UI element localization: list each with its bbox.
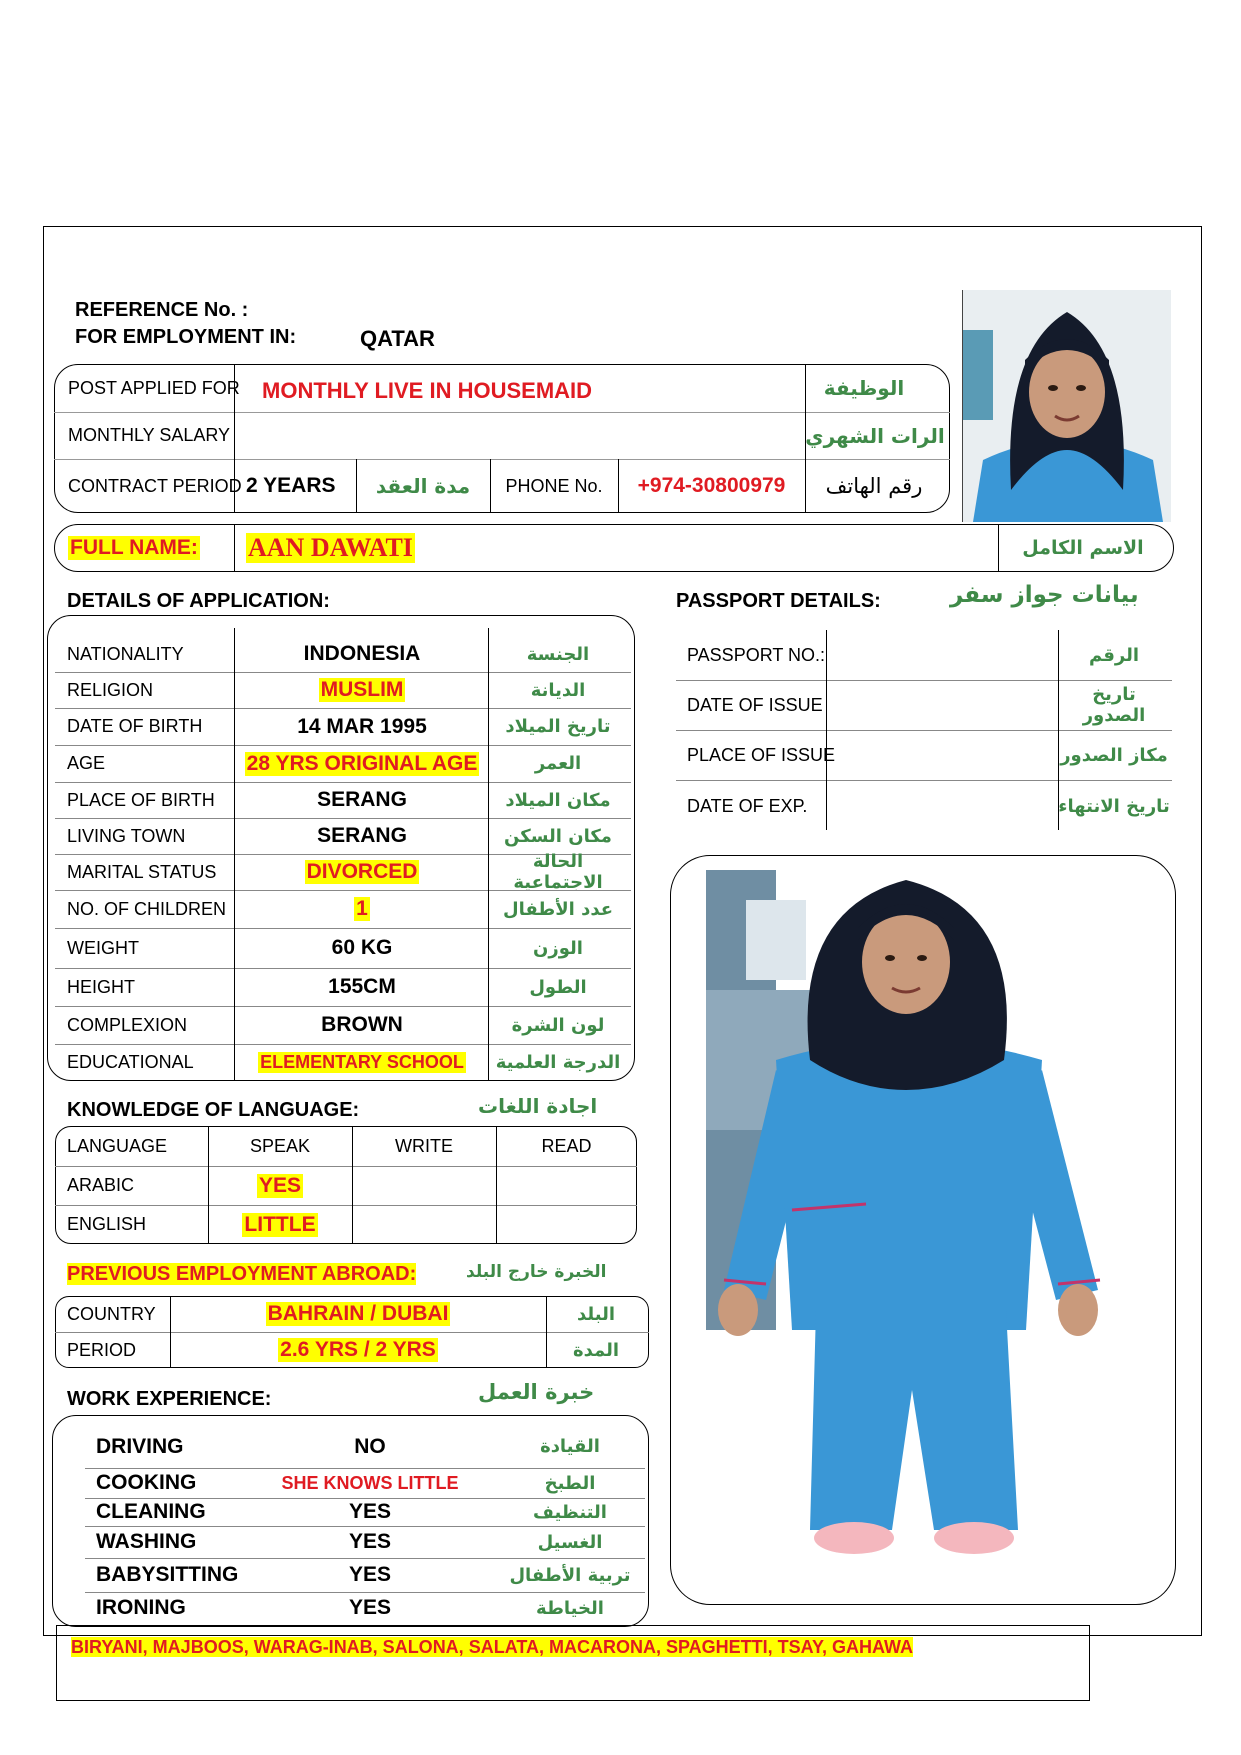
passport-title: PASSPORT DETAILS: (676, 590, 881, 612)
details-row-label: MARITAL STATUS (67, 861, 217, 882)
previous-row-arabic: البلد (576, 1303, 616, 1325)
passport-row-arabic: تاريخ الصدور (1082, 684, 1146, 726)
details-row-value: SERANG (317, 824, 407, 847)
salary-label: MONTHLY SALARY (68, 425, 231, 445)
details-row-value-wrap (236, 782, 488, 818)
passport-row-value (830, 730, 1056, 780)
language-header: READ (541, 1135, 592, 1156)
details-row-label: DATE OF BIRTH (67, 716, 203, 736)
details-row-value-wrap (236, 1044, 488, 1081)
details-row-value: BROWN (321, 1013, 403, 1036)
language-cell-wrap (208, 1166, 352, 1205)
details-row-label: WEIGHT (67, 937, 139, 958)
details-row-value-wrap (236, 672, 488, 708)
full-name-label: FULL NAME: (70, 536, 198, 559)
contract-label: CONTRACT PERIOD (68, 475, 242, 496)
language-vline (352, 1126, 353, 1244)
work-title-arabic: خبرة العمل (478, 1380, 595, 1404)
work-row-arabic: التنظيف (533, 1501, 607, 1523)
language-cell-wrap (352, 1166, 496, 1205)
phone-label: PHONE No. (505, 475, 603, 496)
dishes-text: BIRYANI, MAJBOOS, WARAG-INAB, SALONA, SALATA, MACARONA, SPAGHETTI, TSAY, GAHAWA (71, 1637, 914, 1657)
previous-row-value: BAHRAIN / DUBAI (267, 1302, 449, 1325)
headshot-illustration (963, 290, 1171, 522)
work-row-label: CLEANING (96, 1500, 206, 1523)
passport-vline-1 (826, 630, 827, 830)
details-row-value: SERANG (317, 788, 407, 811)
passport-row-arabic: مكاز الصدور (1060, 744, 1168, 766)
details-row-label: NO. OF CHILDREN (67, 898, 227, 919)
details-row-value-wrap (236, 928, 488, 968)
work-row-value: YES (348, 1596, 392, 1619)
work-row-value: NO (354, 1434, 386, 1458)
employment-country: QATAR (360, 326, 435, 351)
language-row-name: ENGLISH (67, 1214, 147, 1234)
work-row-label: BABYSITTING (96, 1563, 239, 1586)
work-row-value: YES (348, 1500, 392, 1523)
details-row-value: ELEMENTARY SCHOOL (260, 1052, 464, 1072)
language-header: LANGUAGE (67, 1135, 168, 1156)
details-row-value-wrap (236, 708, 488, 745)
previous-row-arabic: المدة (572, 1339, 620, 1361)
passport-title-arabic: بيانات جواز سفر (950, 582, 1139, 608)
full-name-arabic: الاسم الكامل (1022, 537, 1144, 559)
language-cell: YES (258, 1173, 302, 1197)
language-cell: LITTLE (244, 1212, 316, 1236)
details-row-label: LIVING TOWN (67, 825, 186, 846)
details-row-value: 28 YRS ORIGINAL AGE (246, 751, 478, 775)
contract-value: 2 YEARS (246, 474, 336, 497)
details-row-label: NATIONALITY (67, 643, 184, 664)
work-row-arabic: تربية الأطفال (509, 1564, 631, 1586)
details-row-arabic: العمر (534, 753, 582, 774)
details-row-arabic: مكان الميلاد (505, 789, 611, 811)
details-row-value-wrap (236, 745, 488, 782)
details-row-value-wrap (236, 968, 488, 1006)
passport-vline-2 (1058, 630, 1059, 830)
phone-arabic: رقم الهاتف (825, 474, 923, 498)
salary-arabic: الرات الشهري (805, 423, 945, 448)
language-title-arabic: اجادة اللغات (478, 1094, 598, 1118)
passport-row-value (830, 630, 1056, 680)
details-row-value: 14 MAR 1995 (297, 714, 427, 738)
details-row-label: COMPLEXION (67, 1014, 188, 1035)
language-row-name: ARABIC (67, 1175, 135, 1195)
name-vline-1 (234, 524, 235, 572)
details-row-label: PLACE OF BIRTH (67, 789, 215, 810)
details-row-arabic: الطول (529, 976, 587, 998)
work-row-label: WASHING (96, 1530, 197, 1553)
full-name-value-wrap (246, 524, 415, 572)
post-value: MONTHLY LIVE IN HOUSEMAID (262, 378, 593, 403)
previous-row-value: 2.6 YRS / 2 YRS (280, 1338, 436, 1361)
previous-title: PREVIOUS EMPLOYMENT ABROAD: (67, 1263, 417, 1285)
details-row-arabic: الجنسة (526, 643, 590, 665)
work-row-arabic: الغسيل (537, 1531, 603, 1553)
language-cell-wrap (496, 1205, 637, 1244)
passport-row-label: PLACE OF ISSUE (687, 744, 836, 765)
employment-label: FOR EMPLOYMENT IN: (75, 326, 297, 348)
work-row-arabic: القيادة (540, 1436, 600, 1457)
work-row-label: COOKING (96, 1471, 197, 1494)
passport-row-label: DATE OF EXP. (687, 795, 808, 816)
details-row-value-wrap (236, 818, 488, 854)
contract-arabic: مدة العقد (375, 474, 471, 498)
details-row-value: 155CM (328, 975, 396, 998)
work-row-value: YES (348, 1530, 392, 1553)
details-row-value: 60 KG (331, 936, 393, 959)
full-body-photo (706, 870, 1112, 1575)
details-row-value: 1 (356, 897, 368, 920)
language-header: SPEAK (249, 1135, 311, 1156)
details-row-arabic: الحالة الاجتماعية (513, 851, 603, 893)
work-title: WORK EXPERIENCE: (67, 1388, 272, 1410)
previous-row-value-wrap (170, 1296, 546, 1332)
reference-label: REFERENCE No. : (75, 299, 249, 321)
work-row-arabic: الطبخ (544, 1472, 596, 1494)
previous-vline-1 (170, 1296, 171, 1368)
details-vline-2 (488, 628, 489, 1081)
details-row-label: AGE (67, 753, 106, 773)
full-body-illustration (706, 870, 1112, 1575)
details-row-arabic: الوزن (533, 937, 583, 959)
language-vline (496, 1126, 497, 1244)
details-row-label: RELIGION (67, 679, 154, 700)
passport-row-label: PASSPORT NO.: (687, 644, 826, 665)
previous-title-wrap (67, 1263, 416, 1286)
previous-vline-2 (546, 1296, 547, 1368)
details-row-label: EDUCATIONAL (67, 1052, 194, 1072)
details-row-arabic: تاريخ الميلاد (505, 716, 611, 737)
passport-row-arabic: تاريخ الانتهاء (1058, 795, 1170, 817)
passport-row-label: DATE OF ISSUE (687, 694, 823, 715)
details-row-arabic: لون الشرة (511, 1014, 605, 1036)
headshot-photo (962, 290, 1171, 522)
language-cell-wrap (352, 1205, 496, 1244)
details-title: DETAILS OF APPLICATION: (67, 590, 330, 612)
work-row-label: DRIVING (96, 1434, 184, 1458)
passport-row-arabic: الرقم (1088, 644, 1140, 666)
details-row-value: INDONESIA (303, 642, 421, 665)
work-row-value: SHE KNOWS LITTLE (281, 1472, 459, 1493)
previous-row-value-wrap (170, 1332, 546, 1368)
previous-row-label: COUNTRY (67, 1303, 156, 1324)
details-row-arabic: مكان السكن (504, 825, 612, 847)
details-vline-1 (234, 628, 235, 1081)
details-row-value-wrap (236, 854, 488, 890)
details-row-value-wrap (236, 890, 488, 928)
passport-row-value (830, 780, 1056, 832)
language-title: KNOWLEDGE OF LANGUAGE: (67, 1099, 360, 1121)
details-row-value: MUSLIM (320, 678, 404, 701)
post-label: POST APPLIED FOR (68, 377, 240, 398)
language-cell-wrap (208, 1205, 352, 1244)
previous-row-label: PERIOD (67, 1339, 137, 1360)
phone-value: +974-30800979 (637, 474, 786, 497)
full-name-value: AAN DAWATI (248, 533, 413, 562)
details-row-arabic: الدرجة العلمية (495, 1052, 621, 1073)
language-vline (208, 1126, 209, 1244)
details-row-value-wrap (236, 636, 488, 672)
details-row-arabic: عدد الأطفال (502, 898, 614, 920)
details-row-arabic: الديانة (530, 679, 586, 701)
previous-title-arabic: الخبرة خارج البلد (466, 1262, 607, 1282)
details-row-value-wrap (236, 1006, 488, 1044)
details-row-label: HEIGHT (67, 976, 136, 997)
work-row-arabic: الخياطة (536, 1597, 604, 1619)
dishes-wrap (71, 1637, 913, 1658)
language-cell-wrap (496, 1166, 637, 1205)
work-row-value: YES (348, 1563, 392, 1586)
full-name-label-wrap (68, 524, 200, 572)
post-arabic: الوظيفة (823, 376, 905, 400)
work-row-label: IRONING (96, 1596, 186, 1619)
details-row-value: DIVORCED (306, 860, 418, 883)
passport-row-value (830, 680, 1056, 730)
language-header: WRITE (395, 1135, 453, 1156)
